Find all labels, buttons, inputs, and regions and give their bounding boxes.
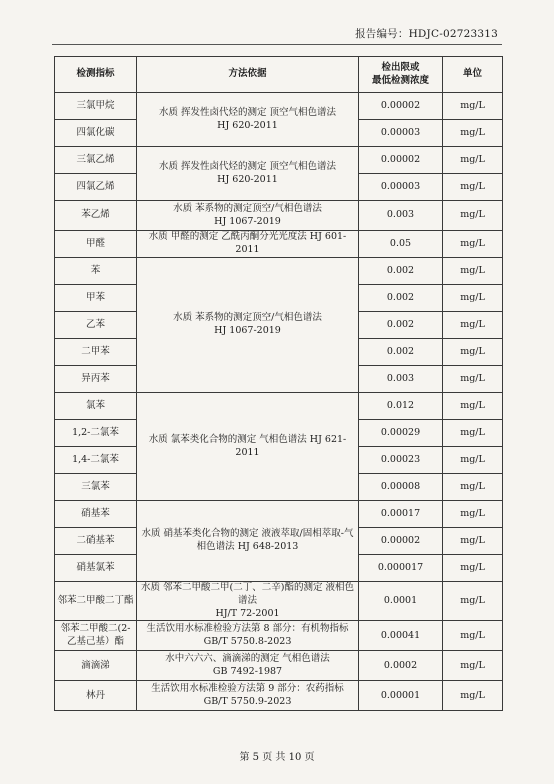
unit-cell: mg/L	[443, 258, 503, 285]
method-cell: 水中六六六、滴滴涕的测定 气相色谱法 GB 7492-1987	[137, 651, 359, 681]
unit-cell: mg/L	[443, 621, 503, 651]
table-row	[55, 582, 503, 621]
indicator-cell: 甲醛	[55, 231, 137, 258]
limit-cell: 0.002	[359, 285, 443, 312]
unit-cell: mg/L	[443, 420, 503, 447]
header-divider	[52, 44, 502, 45]
limit-cell: 0.00001	[359, 681, 443, 711]
indicator-cell: 苯乙烯	[55, 201, 137, 231]
unit-cell: mg/L	[443, 681, 503, 711]
unit-cell: mg/L	[443, 651, 503, 681]
limit-cell: 0.003	[359, 201, 443, 231]
method-cell: 水质 挥发性卤代烃的测定 顶空气相色谱法 HJ 620-2011	[137, 147, 359, 201]
limit-cell: 0.00003	[359, 120, 443, 147]
method-cell: 水质 苯系物的测定顶空/气相色谱法 HJ 1067-2019	[137, 201, 359, 231]
method-cell: 水质 邻苯二甲酸二甲(二丁、二辛)酯的测定 液相色谱法 HJ/T 72-2001	[137, 582, 359, 621]
indicator-cell: 1,2-二氯苯	[55, 420, 137, 447]
indicator-cell: 苯	[55, 258, 137, 285]
limit-cell: 0.002	[359, 258, 443, 285]
table-row	[55, 93, 503, 120]
limit-cell: 0.00002	[359, 528, 443, 555]
unit-cell: mg/L	[443, 231, 503, 258]
indicator-cell: 异丙苯	[55, 366, 137, 393]
method-cell: 生活饮用水标准检验方法第 8 部分：有机物指标 GB/T 5750.8-2023	[137, 621, 359, 651]
indicator-cell: 三氯乙烯	[55, 147, 137, 174]
limit-cell: 0.00003	[359, 174, 443, 201]
limit-cell: 0.003	[359, 366, 443, 393]
unit-cell: mg/L	[443, 174, 503, 201]
indicator-cell: 氯苯	[55, 393, 137, 420]
limit-cell: 0.002	[359, 339, 443, 366]
indicator-cell: 四氯乙烯	[55, 174, 137, 201]
indicator-cell: 硝基氯苯	[55, 555, 137, 582]
method-cell: 水质 硝基苯类化合物的测定 液液萃取/固相萃取-气相色谱法 HJ 648-2013	[137, 501, 359, 582]
indicator-cell: 滴滴涕	[55, 651, 137, 681]
indicator-cell: 乙苯	[55, 312, 137, 339]
limit-cell: 0.00041	[359, 621, 443, 651]
table-row	[55, 651, 503, 681]
unit-cell: mg/L	[443, 582, 503, 621]
table-row	[55, 393, 503, 420]
unit-cell: mg/L	[443, 339, 503, 366]
unit-cell: mg/L	[443, 93, 503, 120]
indicator-cell: 邻苯二甲酸二(2-乙基己基）酯	[55, 621, 137, 651]
indicator-cell: 邻苯二甲酸二丁酯	[55, 582, 137, 621]
method-cell: 水质 苯系物的测定顶空/气相色谱法 HJ 1067-2019	[137, 258, 359, 393]
limit-cell: 0.00002	[359, 147, 443, 174]
method-cell: 水质 甲醛的测定 乙酰丙酮分光光度法 HJ 601-2011	[137, 231, 359, 258]
page-footer: 第 5 页 共 10 页	[239, 752, 315, 763]
unit-cell: mg/L	[443, 474, 503, 501]
limit-cell: 0.00017	[359, 501, 443, 528]
header-limit: 检出限或 最低检测浓度	[359, 57, 443, 93]
unit-cell: mg/L	[443, 555, 503, 582]
table-row	[55, 201, 503, 231]
limit-cell: 0.00008	[359, 474, 443, 501]
indicator-cell: 三氯甲烷	[55, 93, 137, 120]
unit-cell: mg/L	[443, 447, 503, 474]
indicator-cell: 林丹	[55, 681, 137, 711]
unit-cell: mg/L	[443, 501, 503, 528]
method-cell: 生活饮用水标准检验方法第 9 部分：农药指标 GB/T 5750.9-2023	[137, 681, 359, 711]
test-methods-table	[54, 56, 503, 711]
unit-cell: mg/L	[443, 528, 503, 555]
indicator-cell: 硝基苯	[55, 501, 137, 528]
unit-cell: mg/L	[443, 201, 503, 231]
limit-cell: 0.000017	[359, 555, 443, 582]
indicator-cell: 三氯苯	[55, 474, 137, 501]
header-unit: 单位	[443, 57, 503, 93]
unit-cell: mg/L	[443, 147, 503, 174]
limit-cell: 0.012	[359, 393, 443, 420]
report-number: 报告编号：HDJC-02723313	[355, 28, 498, 40]
indicator-cell: 1,4-二氯苯	[55, 447, 137, 474]
table-row	[55, 681, 503, 711]
table-row	[55, 147, 503, 174]
limit-cell: 0.002	[359, 312, 443, 339]
indicator-cell: 甲苯	[55, 285, 137, 312]
indicator-cell: 二硝基苯	[55, 528, 137, 555]
indicator-cell: 二甲苯	[55, 339, 137, 366]
method-cell: 水质 氯苯类化合物的测定 气相色谱法 HJ 621-2011	[137, 393, 359, 501]
indicator-cell: 四氯化碳	[55, 120, 137, 147]
table-header-row	[55, 57, 503, 93]
unit-cell: mg/L	[443, 120, 503, 147]
unit-cell: mg/L	[443, 285, 503, 312]
limit-cell: 0.00023	[359, 447, 443, 474]
limit-cell: 0.0001	[359, 582, 443, 621]
unit-cell: mg/L	[443, 393, 503, 420]
method-cell: 水质 挥发性卤代烃的测定 顶空气相色谱法 HJ 620-2011	[137, 93, 359, 147]
unit-cell: mg/L	[443, 366, 503, 393]
limit-cell: 0.0002	[359, 651, 443, 681]
header-indicator: 检测指标	[55, 57, 137, 93]
limit-cell: 0.00029	[359, 420, 443, 447]
table-row	[55, 258, 503, 285]
table-row	[55, 621, 503, 651]
header-method: 方法依据	[137, 57, 359, 93]
limit-cell: 0.00002	[359, 93, 443, 120]
table-row	[55, 231, 503, 258]
limit-cell: 0.05	[359, 231, 443, 258]
table-row	[55, 501, 503, 528]
unit-cell: mg/L	[443, 312, 503, 339]
